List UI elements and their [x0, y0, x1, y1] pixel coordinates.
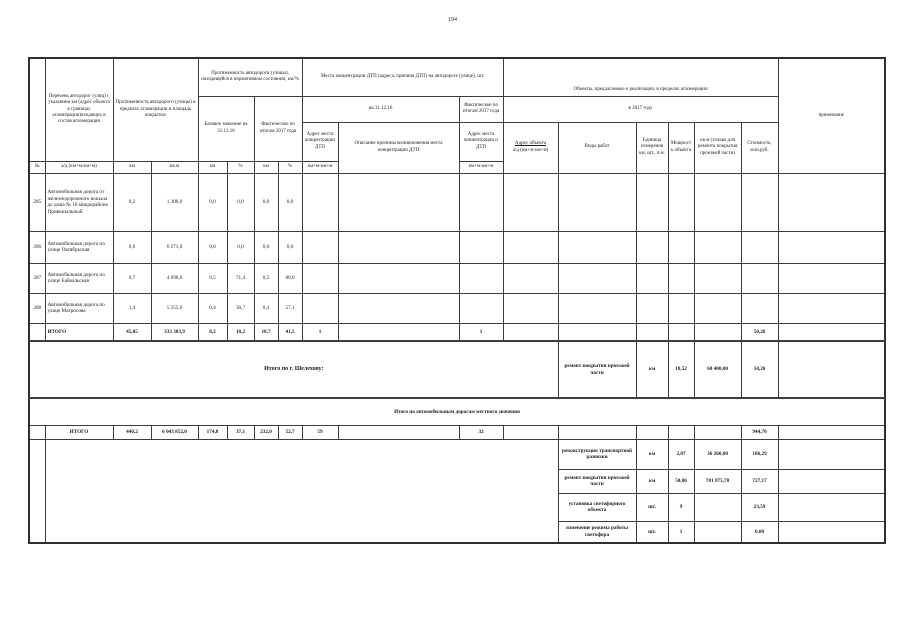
cell-empty: [668, 293, 694, 323]
city-total-capacity: 10,52: [668, 341, 694, 398]
cell-fact-pct: 0,0: [278, 231, 302, 263]
cell-base-km: 0,5: [198, 263, 227, 293]
work-unit: км: [636, 439, 668, 469]
grand-total-sqm: 6 043 852,0: [151, 425, 198, 439]
cell-empty: [503, 323, 558, 341]
subtotal-cost: 50,26: [741, 323, 778, 341]
work-capacity: 9: [668, 493, 694, 521]
section-total-label: Итого по автомобильным дорогам местного значения: [29, 398, 885, 425]
cell-km: 1,4: [113, 293, 151, 323]
grand-total-row: [29, 425, 885, 439]
cell-base-km: 0,0: [198, 231, 227, 263]
cell-no: 288: [29, 293, 45, 323]
work-name: установка светофорного объекта: [558, 493, 636, 521]
cell-empty: [668, 231, 694, 263]
cell-km: 0,7: [113, 263, 151, 293]
cell-empty: [741, 293, 778, 323]
header-object-addr-title: Адрес объекта: [515, 141, 547, 147]
cell-note: [778, 425, 885, 439]
header-fact-value: Фактическое по итогам 2017 года: [254, 96, 302, 161]
cell-note: [778, 439, 885, 469]
header-dtp-addr: Адрес места концентрации ДТП: [302, 122, 338, 161]
grand-total-fact-pct: 52,7: [278, 425, 302, 439]
cell-empty: [694, 323, 741, 341]
cell-fact-pct: 0,0: [278, 173, 302, 231]
unit-km: км: [254, 161, 278, 173]
cell-empty: [29, 439, 45, 543]
cell-empty: [558, 425, 636, 439]
unit-sqm: кв.м: [151, 161, 198, 173]
unit-pct: %: [227, 161, 254, 173]
cell-fact-km: 0,0: [254, 173, 278, 231]
cell-empty: [338, 263, 459, 293]
subtotal-fact-km: 18,7: [254, 323, 278, 341]
table-row: [29, 293, 885, 323]
work-cost: 23,59: [741, 493, 778, 521]
work-name: реконструкция транспортной развязки: [558, 439, 636, 469]
work-sqm: [694, 493, 741, 521]
work-unit: шт.: [636, 521, 668, 543]
section-total-row: [29, 398, 885, 425]
work-capacity: 1: [668, 521, 694, 543]
cell-road-name: Автомобильная дорога по улице Матросова: [45, 293, 113, 323]
cell-road-name: Автомобильная дорога от железнодорожного вокзала до дома № 18 микрорайона Привокзальный: [45, 173, 113, 231]
unit-kmm: км+м-км+м: [459, 161, 503, 173]
unit-road: а/д (км+м-км+м): [45, 161, 113, 173]
work-name: изменение режима работы светофора: [558, 521, 636, 543]
work-sqm: 701 875,70: [694, 469, 741, 493]
subtotal-row: [29, 323, 885, 341]
cell-note: [778, 341, 885, 398]
work-sqm: [694, 521, 741, 543]
cell-empty: [636, 173, 668, 231]
cell-empty: [302, 293, 338, 323]
work-unit: шт.: [636, 493, 668, 521]
grand-total-base-pct: 37,1: [227, 425, 254, 439]
subtotal-sqm: 333 383,9: [151, 323, 198, 341]
cell-note: [778, 323, 885, 341]
work-cost: 727,17: [741, 469, 778, 493]
cell-empty: [558, 293, 636, 323]
cell-fact-km: 0,5: [254, 263, 278, 293]
cell-sqm: 4 698,0: [151, 263, 198, 293]
cell-empty: [558, 231, 636, 263]
cell-empty: [694, 231, 741, 263]
subtotal-base-km: 8,2: [198, 323, 227, 341]
cell-empty: [694, 293, 741, 323]
cell-fact-pct: 57,1: [278, 293, 302, 323]
page-number: 194: [448, 17, 457, 23]
cell-empty: [29, 323, 45, 341]
cell-empty: [636, 323, 668, 341]
header-dtp-desc: Описание причины возникновения места концентрации ДТП: [338, 122, 459, 173]
table-row: [29, 173, 885, 231]
cell-empty: [459, 263, 503, 293]
cell-empty: [668, 323, 694, 341]
cell-empty: [503, 263, 558, 293]
cell-empty: [558, 263, 636, 293]
cell-sqm: 5 255,0: [151, 293, 198, 323]
work-cost: 186,29: [741, 439, 778, 469]
cell-empty: [636, 293, 668, 323]
header-measure-unit: Единица измерения км, шт., п.м.: [636, 122, 668, 173]
city-total-unit: км: [636, 341, 668, 398]
grand-total-fact-km: 232,0: [254, 425, 278, 439]
cell-empty: [636, 263, 668, 293]
cell-empty: [503, 231, 558, 263]
cell-note: [778, 493, 885, 521]
cell-note: [778, 263, 885, 293]
unit-km: км: [113, 161, 151, 173]
cell-road-name: Автомобильная дорога по улице Байкальская: [45, 263, 113, 293]
grand-total-work-row: [29, 439, 885, 469]
cell-empty: [694, 263, 741, 293]
cell-empty: [338, 425, 459, 439]
cell-sqm: 6 271,0: [151, 231, 198, 263]
cell-base-km: 0,0: [198, 173, 227, 231]
cell-base-pct: 0,0: [227, 173, 254, 231]
cell-empty: [338, 293, 459, 323]
header-dtp-fact: Фактическое по итогам 2017 года: [459, 96, 503, 122]
cell-empty: [459, 231, 503, 263]
subtotal-label: ИТОГО: [45, 323, 113, 341]
cell-km: 0,2: [113, 173, 151, 231]
header-dtp: Места концентрации ДТП (адреса, причина ДТП) на автодороге (улице), шт.: [302, 58, 503, 96]
header-length: Протяженность автодороги (улицы) в пределах агломерации и площадь покрытых: [113, 58, 198, 161]
cell-base-pct: 0,0: [227, 231, 254, 263]
cell-no: 287: [29, 263, 45, 293]
cell-empty: [741, 173, 778, 231]
cell-empty: [302, 173, 338, 231]
cell-empty: [302, 263, 338, 293]
grand-total-dtp-count: 59: [302, 425, 338, 439]
cell-no: 285: [29, 173, 45, 231]
cell-empty: [741, 263, 778, 293]
header-dtp-addr-fact: Адрес места концентрации и ДТП: [459, 122, 503, 161]
cell-empty: [636, 425, 668, 439]
cell-empty: [558, 173, 636, 231]
cell-note: [778, 231, 885, 263]
city-total-sqm: 60 400,00: [694, 341, 741, 398]
header-row-1: [29, 58, 885, 96]
cell-note: [778, 521, 885, 543]
unit-pct: %: [278, 161, 302, 173]
subtotal-dtp-count: 1: [302, 323, 338, 341]
cell-base-km: 0,4: [198, 293, 227, 323]
cell-empty: [302, 231, 338, 263]
subtotal-dtp-fact-count: 1: [459, 323, 503, 341]
roads-report-table: [28, 57, 886, 544]
grand-total-base-km: 174,8: [198, 425, 227, 439]
work-name: ремонт покрытия проезжей части: [558, 469, 636, 493]
cell-empty: [558, 323, 636, 341]
cell-empty: [741, 231, 778, 263]
header-dtp-on-date: на 31.12.16: [302, 96, 459, 122]
header-sqm-note: кв.м (только для ремонта покрытия проезжей части): [694, 122, 741, 173]
cell-base-pct: 30,7: [227, 293, 254, 323]
header-normative: Протяженность автодороги (улицы), находящейся в нормативном состоянии, км/%: [198, 58, 302, 96]
cell-note: [778, 173, 885, 231]
header-objects: Объекты, предлагаемые к реализации, в пределах агломерации: [503, 58, 778, 96]
unit-kmm: км+м-км+м: [302, 161, 338, 173]
cell-empty: [503, 173, 558, 231]
cell-empty: [45, 439, 558, 543]
grand-total-label: ИТОГО: [45, 425, 113, 439]
cell-empty: [503, 293, 558, 323]
cell-fact-pct: 80,0: [278, 263, 302, 293]
header-object-addr-unit: а/д (км+м-км+м): [512, 147, 549, 153]
header-no-spacer: [29, 58, 45, 161]
cell-empty: [29, 425, 45, 439]
grand-total-cost: 944,70: [741, 425, 778, 439]
cell-empty: [668, 173, 694, 231]
city-total-cost: 50,26: [741, 341, 778, 398]
header-note: примечание: [778, 58, 885, 173]
cell-empty: [338, 231, 459, 263]
cell-km: 0,9: [113, 231, 151, 263]
header-cost: Стоимость, млн.руб.: [741, 122, 778, 173]
table-row: [29, 231, 885, 263]
subtotal-base-pct: 18,2: [227, 323, 254, 341]
cell-fact-km: 0,4: [254, 293, 278, 323]
work-capacity: 50,06: [668, 469, 694, 493]
cell-note: [778, 293, 885, 323]
cell-empty: [338, 323, 459, 341]
work-unit: км: [636, 469, 668, 493]
subtotal-fact-pct: 41,5: [278, 323, 302, 341]
city-total-row: [29, 341, 885, 398]
header-works: Виды работ: [558, 122, 636, 173]
city-total-work: ремонт покрытия проезжей части: [558, 341, 636, 398]
cell-empty: [338, 173, 459, 231]
city-total-label: Итого по г. Шелехову:: [29, 341, 558, 398]
cell-fact-km: 0,0: [254, 231, 278, 263]
unit-no: №: [29, 161, 45, 173]
cell-empty: [694, 425, 741, 439]
cell-empty: [636, 231, 668, 263]
cell-empty: [459, 173, 503, 231]
work-sqm: 36 260,00: [694, 439, 741, 469]
grand-total-km: 440,2: [113, 425, 151, 439]
table-row: [29, 263, 885, 293]
work-cost: 0,00: [741, 521, 778, 543]
cell-road-name: Автомобильная дорога по улице Октябрьская: [45, 231, 113, 263]
cell-empty: [668, 425, 694, 439]
subtotal-km: 45,05: [113, 323, 151, 341]
header-base-value: Базовое значение на 31.12.16: [198, 96, 254, 161]
cell-empty: [503, 425, 558, 439]
cell-note: [778, 469, 885, 493]
unit-km: км: [198, 161, 227, 173]
header-object-addr: [503, 122, 558, 173]
header-road-list: Перечень автодорог (улиц) с указанием км (адрес объекта в границах агломерации)входящих в состав агломерации: [45, 58, 113, 161]
cell-empty: [668, 263, 694, 293]
header-objects-year: в 2017 году: [503, 96, 778, 122]
cell-no: 286: [29, 231, 45, 263]
cell-base-pct: 71,4: [227, 263, 254, 293]
cell-empty: [459, 293, 503, 323]
cell-sqm: 1 300,0: [151, 173, 198, 231]
cell-empty: [694, 173, 741, 231]
work-capacity: 2,07: [668, 439, 694, 469]
header-capacity: Мощность объекта: [668, 122, 694, 173]
grand-total-dtp-fact-count: 32: [459, 425, 503, 439]
